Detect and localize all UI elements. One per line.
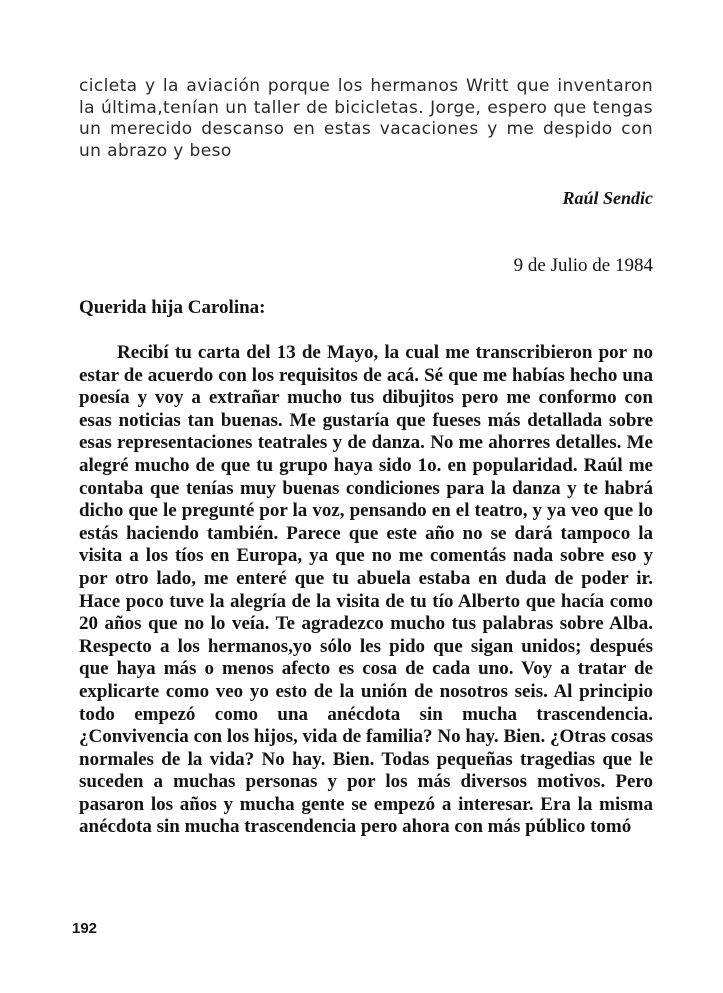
page-number: 192 bbox=[72, 920, 98, 937]
previous-letter-closing: cicleta y la aviación porque los hermanos Writt que inventaron la última,tenían un taller de bicicletas. Jorge, espero que tengas un merecido descanso en estas vacaciones y me despido con un abrazo y beso bbox=[79, 76, 653, 161]
letter-body bbox=[79, 342, 653, 839]
letter-date: 9 de Julio de 1984 bbox=[513, 255, 653, 276]
salutation: Querida hija Carolina: bbox=[79, 297, 266, 318]
signature: Raúl Sendic bbox=[562, 188, 653, 208]
letter-body-text: Recibí tu carta del 13 de Mayo, la cual me transcribieron por no estar de acuerdo con los requisitos de acá. Sé que me habías hecho una poesía y voy a extrañar mucho tus dibujitos pero me conformo con esas noticias tan buenas. Me gustaría que fueses más detallada sobre esas representaciones teatrales y de danza. No me ahorres detalles. Me alegré mucho de que tu grupo haya sido 1o. en popularidad. Raúl me contaba que tenías muy buenas condiciones para la danza y te habrá dicho que le pregunté por la voz, pensando en el teatro, y ya veo que lo estás haciendo también. Parece que este año no se dará tampoco la visita a los tíos en Europa, ya que no me comentás nada sobre eso y por otro lado, me enteré que tu abuela estaba en duda de poder ir. Hace poco tuve la alegría de la visita de tu tío Alberto que hacía como 20 años que no lo veía. Te agradezco mucho tus palabras sobre Alba. Respecto a los hermanos,yo sólo les pido que sigan unidos; después que haya más o menos afecto es cosa de cada uno. Voy a tratar de explicarte como veo yo esto de la unión de nosotros seis. Al principio todo empezó como una anécdota sin mucha trascendencia. ¿Convivencia con los hijos, vida de familia? No hay. Bien. ¿Otras cosas normales de la vida? No hay. Bien. Todas pequeñas tragedias que le suceden a muchas personas y por los más diversos motivos. Pero pasaron los años y mucha gente se empezó a interesar. Era la misma anécdota sin mucha trascendencia pero ahora con más público tomó bbox=[79, 342, 653, 838]
